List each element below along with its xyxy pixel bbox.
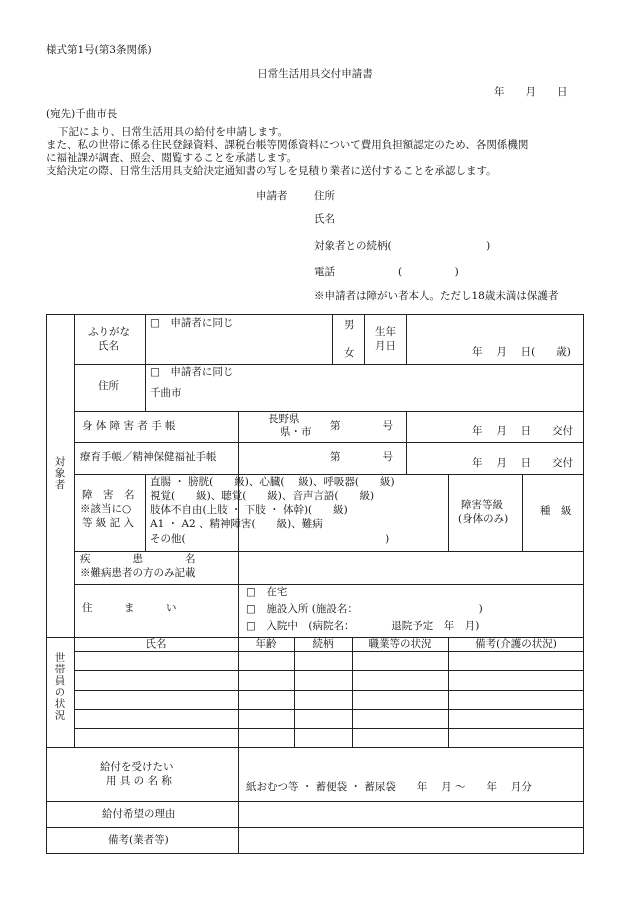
- birth-label-2: 月日: [375, 340, 396, 352]
- disability-list-2[interactable]: 視覚( 級)、聴覚( 級)、音声言語( 級): [150, 490, 375, 502]
- disability-list-4[interactable]: A1 ・ A2 、精神障害( 級)、難病: [150, 518, 323, 530]
- intro-line-1: 下記により、日常生活用具の給付を申請します。: [58, 126, 289, 138]
- residence-label: 住 ま い: [82, 602, 177, 614]
- subject-address-label: 住所: [98, 380, 119, 392]
- prefecture-city-label: 県・市: [280, 426, 312, 438]
- disability-list-5[interactable]: その他( ): [150, 533, 390, 545]
- male-option[interactable]: 男: [344, 319, 355, 331]
- item-name-value[interactable]: 紙おむつ等 ・ 蓄便袋 ・ 蓄尿袋 年 月 ～ 年 月分: [246, 781, 532, 793]
- disability-name-label: 障 害 名: [82, 489, 135, 501]
- household-header-occupation: 職業等の状況: [368, 638, 432, 650]
- applicant-name-label[interactable]: 氏名: [314, 213, 335, 225]
- prefecture-label: 長野県: [268, 413, 300, 425]
- item-name-label-2: 用 具 の 名 称: [106, 775, 172, 787]
- disability-list-3[interactable]: 肢体不自由(上肢 ・ 下肢 ・ 体幹)( 級): [150, 504, 348, 516]
- rehab-book-issue-date[interactable]: 年 月 日 交付: [472, 457, 574, 469]
- same-as-applicant-checkbox-1[interactable]: □ 申請者に同じ: [150, 317, 234, 329]
- female-option[interactable]: 女: [344, 347, 355, 359]
- grade-value[interactable]: 種 級: [540, 505, 572, 517]
- residence-home-checkbox[interactable]: □ 在宅: [246, 586, 288, 598]
- rehab-book-number[interactable]: 第 号: [330, 451, 393, 463]
- addressee: (宛先)千曲市長: [46, 108, 118, 120]
- grade-label-1: 障害等級: [461, 499, 503, 511]
- subject-name-label: 氏名: [98, 340, 119, 352]
- form-title: 日常生活用具交付申請書: [257, 68, 373, 80]
- household-header-age: 年齢: [255, 638, 277, 650]
- form-number: 様式第1号(第3条関係): [46, 44, 152, 56]
- disability-book-label: 身 体 障 害 者 手 帳: [82, 420, 176, 432]
- birth-date-field[interactable]: 年 月 日( 歳): [472, 346, 571, 358]
- disease-name-label: 疾 患 名: [80, 553, 196, 565]
- date-line: 年 月 日: [494, 86, 568, 98]
- subject-side-label: 対象者: [53, 456, 66, 491]
- disability-grade-note: 等 級 記 入: [82, 517, 135, 529]
- rehab-book-label: 療育手帳／精神保健福祉手帳: [80, 451, 217, 463]
- grade-label-2: (身体のみ): [458, 513, 509, 525]
- disability-list-1[interactable]: 直腸 ・ 膀胱( 級)、心臓( 級)、呼吸器( 級): [150, 476, 395, 488]
- residence-hospital-checkbox[interactable]: □ 入院中 (病院名： 退院予定 年 月): [246, 620, 480, 632]
- disability-book-issue-date[interactable]: 年 月 日 交付: [472, 425, 574, 437]
- household-header-remarks: 備考(介護の状況): [475, 638, 557, 650]
- intro-line-2: また、私の世帯に係る住民登録資料、課税台帳等関係資料について費用負担額認定のため、各関係機関: [46, 139, 529, 151]
- item-name-label-1: 給付を受けたい: [100, 761, 174, 773]
- applicant-address-label[interactable]: 住所: [314, 190, 335, 202]
- birth-label-1: 生年: [375, 326, 396, 338]
- applicant-relation[interactable]: 対象者との続柄( ): [314, 240, 491, 252]
- reason-label: 給付希望の理由: [102, 808, 176, 820]
- city-name: 千曲市: [150, 387, 182, 399]
- intro-line-3: に福祉課が調査、照会、閲覧することを承諾します。: [46, 152, 298, 164]
- same-as-applicant-checkbox-2[interactable]: □ 申請者に同じ: [150, 366, 234, 378]
- residence-facility-checkbox[interactable]: □ 施設入所 (施設名： ): [246, 603, 483, 615]
- furigana-label: ふりがな: [88, 326, 130, 338]
- household-header-relation: 続柄: [312, 638, 334, 650]
- disease-name-note: ※難病患者の方のみ記載: [80, 567, 196, 579]
- applicant-note: ※申請者は障がい者本人。ただし18歳未満は保護者: [314, 290, 559, 302]
- applicant-label: 申請者: [256, 190, 288, 202]
- applicant-phone[interactable]: 電話 ( ): [314, 266, 459, 278]
- intro-line-4: 支給決定の際、日常生活用具支給決定通知書の写しを見積り業者に送付することを承認します。: [46, 165, 497, 177]
- household-header-name: 氏名: [145, 638, 167, 650]
- disability-circle-note: ※該当に○: [80, 503, 132, 515]
- household-side-label: 世帯員の状況: [53, 652, 66, 721]
- remarks-label: 備考(業者等): [108, 834, 169, 846]
- disability-book-number[interactable]: 第 号: [330, 420, 393, 432]
